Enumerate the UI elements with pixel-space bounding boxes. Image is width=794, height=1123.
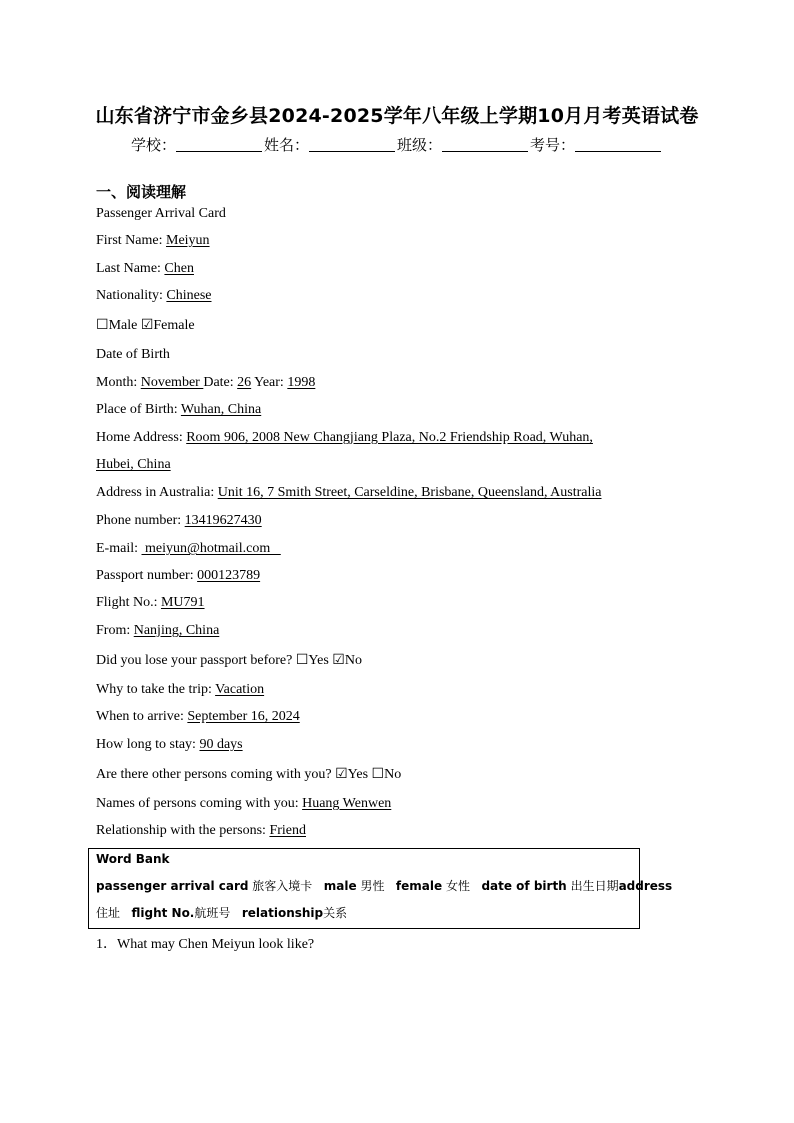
word-bank-term: male (323, 879, 357, 893)
last-name-label: Last Name: (96, 261, 165, 276)
school-label: 学校： (130, 136, 176, 154)
date-label: Date: (203, 375, 238, 390)
home-address-line1: Room 906, 2008 New Changjiang Plaza, No.2 Friendship Road, Wuhan, (186, 430, 593, 445)
arrival-date-label: When to arrive: (96, 709, 188, 724)
date-value: 26 (237, 375, 252, 390)
stay-length-label: How long to stay: (96, 737, 200, 752)
year-label: Year: (251, 375, 288, 390)
first-name-row (96, 232, 210, 250)
first-name-label: First Name: (96, 233, 166, 248)
lost-no-checkbox-icon: ☑ (332, 652, 345, 668)
lost-passport-label: Did you lose your passport before? (96, 653, 296, 668)
companions-yes-checkbox-icon: ☑ (335, 766, 348, 782)
flight-row (96, 594, 205, 612)
arrival-date-value: September 16, 2024 (187, 709, 300, 724)
question-1: 1．What may Chen Meiyun look like? (96, 937, 315, 952)
from-value: Nanjing, China (133, 623, 220, 638)
australia-address-value: Unit 16, 7 Smith Street, Carseldine, Brisbane, Queensland, Australia (217, 485, 602, 500)
male-checkbox-icon: ☐ (96, 317, 109, 333)
year-value: 1998 (287, 375, 316, 390)
trip-reason-value: Vacation (215, 682, 265, 697)
home-address-row-2 (96, 456, 171, 474)
name-blank[interactable] (309, 135, 395, 152)
page-title: 山东省济宁市金乡县2024-2025学年八年级上学期10月月考英语试卷 (95, 105, 699, 127)
relationship-label: Relationship with the persons: (96, 823, 270, 838)
card-heading: Passenger Arrival Card (96, 206, 226, 221)
from-row (96, 622, 219, 640)
lost-no-label: No (344, 653, 362, 668)
email-row (96, 540, 281, 558)
australia-address-label: Address in Australia: (96, 485, 218, 500)
passport-row (96, 567, 260, 585)
companion-names-row (96, 795, 391, 813)
class-label: 班级： (397, 136, 443, 154)
word-bank-box (88, 848, 673, 929)
companion-names-value: Huang Wenwen (302, 796, 392, 811)
word-bank-row-1 (96, 877, 672, 894)
stay-length-row (96, 736, 243, 754)
stay-length-value: 90 days (199, 737, 243, 752)
nationality-row (96, 287, 212, 305)
word-bank-translation: 关系 (323, 906, 348, 920)
home-address-row (96, 429, 593, 447)
phone-label: Phone number: (96, 513, 185, 528)
home-address-line2: Hubei, China (96, 457, 171, 472)
word-bank-translation: 住址 (96, 906, 121, 920)
nationality-value: Chinese (166, 288, 212, 303)
school-blank[interactable] (176, 135, 262, 152)
male-label: Male (108, 318, 141, 333)
companion-names-label: Names of persons coming with you: (96, 796, 303, 811)
phone-row (96, 512, 262, 530)
lost-yes-label: Yes (308, 653, 333, 668)
home-address-label: Home Address: (96, 430, 187, 445)
dob-label: Date of Birth (96, 347, 170, 362)
exam-number-blank[interactable] (575, 135, 661, 152)
companions-yes-label: Yes (347, 767, 372, 782)
place-of-birth-row (96, 401, 261, 419)
dob-row (96, 374, 315, 392)
phone-value: 13419627430 (184, 513, 262, 528)
word-bank-term: passenger arrival card (96, 879, 249, 893)
companions-row (96, 765, 401, 784)
companions-label: Are there other persons coming with you? (96, 767, 336, 782)
word-bank-translation: 出生日期 (570, 879, 619, 893)
section-title: 一、阅读理解 (96, 183, 187, 201)
trip-reason-row (96, 681, 264, 699)
lost-yes-checkbox-icon: ☐ (295, 652, 309, 668)
email-label: E-mail: (96, 541, 142, 556)
australia-address-row (96, 484, 602, 502)
first-name-value: Meiyun (166, 233, 210, 248)
exam-number-label: 考号： (530, 136, 576, 154)
flight-value: MU791 (160, 595, 205, 610)
word-bank-translation: 旅客入境卡 (252, 879, 313, 893)
passport-value: 000123789 (197, 568, 261, 583)
student-info-line (0, 134, 794, 155)
word-bank-term: relationship (241, 906, 324, 920)
name-label: 姓名： (263, 136, 309, 154)
class-blank[interactable] (442, 135, 528, 152)
lost-passport-row (96, 651, 362, 670)
word-bank-translation: 男性 (360, 879, 385, 893)
word-bank-title: Word Bank (96, 852, 170, 866)
gender-row (96, 316, 195, 335)
month-value: November (140, 375, 204, 390)
email-value: meiyun@hotmail.com (141, 541, 281, 556)
last-name-value: Chen (164, 261, 194, 276)
word-bank-term: date of birth (481, 879, 567, 893)
word-bank-row-2 (96, 904, 347, 921)
pob-value: Wuhan, China (180, 402, 262, 417)
relationship-value: Friend (269, 823, 306, 838)
female-checkbox-icon: ☑ (140, 317, 154, 333)
companions-no-checkbox-icon: ☐ (371, 766, 385, 782)
word-bank-term: flight No. (131, 906, 195, 920)
word-bank-translation: 航班号 (194, 906, 231, 920)
word-bank-term: female (395, 879, 443, 893)
last-name-row (96, 260, 194, 278)
word-bank-term: address (618, 879, 673, 893)
nationality-label: Nationality: (96, 288, 167, 303)
flight-label: Flight No.: (96, 595, 161, 610)
trip-reason-label: Why to take the trip: (96, 682, 216, 697)
relationship-row (96, 822, 306, 840)
female-label: Female (153, 318, 195, 333)
companions-no-label: No (384, 767, 402, 782)
word-bank-translation: 女性 (445, 879, 470, 893)
pob-label: Place of Birth: (96, 402, 181, 417)
month-label: Month: (96, 375, 141, 390)
arrival-date-row (96, 708, 300, 726)
passport-label: Passport number: (96, 568, 198, 583)
from-label: From: (96, 623, 134, 638)
